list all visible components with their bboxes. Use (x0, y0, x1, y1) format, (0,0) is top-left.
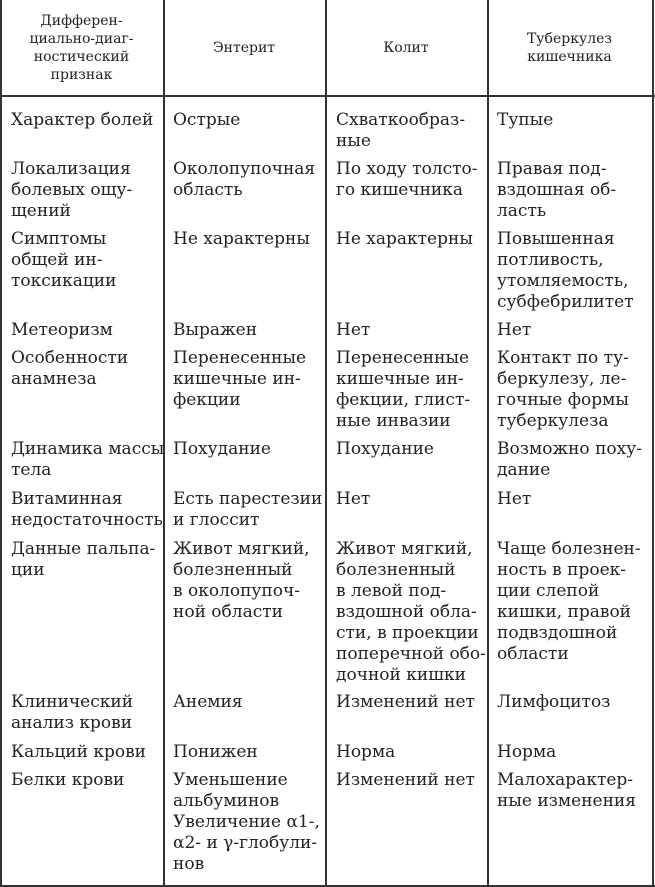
row-meteorism-tuberculosis: Нет (497, 320, 532, 340)
row-vitamin-deficiency-tuberculosis: Нет (497, 489, 532, 509)
row-blood-calcium-colitis: Норма (336, 742, 396, 762)
row-pain-character-colitis: Схваткообраз- ные (336, 110, 466, 151)
row-palpation-colitis: Живот мягкий, болезненный в левой под- вздошной обла- сти, в проекции поперечной обо- дочной кишки (336, 539, 486, 685)
row-palpation-feature: Данные пальпа- ции (11, 539, 156, 580)
row-blood-proteins-feature: Белки крови (11, 770, 125, 790)
row-meteorism-feature: Метеоризм (11, 320, 113, 340)
row-meteorism-enteritis: Выражен (173, 320, 258, 340)
row-pain-localization-colitis: По ходу толсто- го кишечника (336, 159, 478, 200)
table-border-bottom (0, 885, 655, 887)
row-vitamin-deficiency-colitis: Нет (336, 489, 371, 509)
header-colitis: Колит (383, 39, 429, 56)
row-blood-analysis-enteritis: Анемия (173, 692, 243, 712)
table-border-left (0, 0, 2, 887)
row-intoxication-feature: Симптомы общей ин- токсикации (11, 229, 117, 291)
row-weight-dynamics-tuberculosis: Возможно поху- дание (497, 439, 642, 480)
row-intoxication-tuberculosis: Повышенная потливость, утомляемость, субфебрилитет (497, 229, 634, 312)
row-pain-character-enteritis: Острые (173, 110, 241, 130)
row-anamnesis-colitis: Перенесенные кишечные ин- фекции, глист- ные инвазии (336, 348, 471, 431)
row-blood-proteins-tuberculosis: Малохарактер- ные изменения (497, 770, 636, 811)
row-blood-proteins-colitis: Изменений нет (336, 770, 475, 790)
row-blood-calcium-tuberculosis: Норма (497, 742, 557, 762)
row-pain-character-feature: Характер болей (11, 110, 154, 130)
row-weight-dynamics-enteritis: Похудание (173, 439, 271, 459)
row-blood-analysis-tuberculosis: Лимфоцитоз (497, 692, 611, 712)
row-anamnesis-feature: Особенности анамнеза (11, 348, 129, 389)
column-divider-2 (325, 0, 327, 887)
row-intoxication-colitis: Не характерны (336, 229, 473, 249)
header-diagnostic-feature: Дифферен- циально-диаг- ностический признак (29, 12, 134, 83)
row-intoxication-enteritis: Не характерны (173, 229, 310, 249)
header-intestinal-tuberculosis: Туберкулез кишечника (526, 30, 613, 65)
header-enteritis: Энтерит (212, 39, 276, 56)
row-blood-calcium-enteritis: Понижен (173, 742, 258, 762)
row-vitamin-deficiency-enteritis: Есть парестезии и глоссит (173, 489, 323, 530)
row-pain-character-tuberculosis: Тупые (497, 110, 554, 130)
row-blood-analysis-feature: Клинический анализ крови (11, 692, 134, 733)
column-divider-3 (487, 0, 489, 887)
row-pain-localization-feature: Локализация болевых ощу- щений (11, 159, 133, 221)
row-blood-proteins-enteritis: Уменьшение альбуминов Увеличение α1-, α2- и γ-глобули- нов (173, 770, 320, 874)
row-blood-calcium-feature: Кальций крови (11, 742, 146, 762)
header-divider (0, 95, 655, 97)
row-blood-analysis-colitis: Изменений нет (336, 692, 475, 712)
row-anamnesis-enteritis: Перенесенные кишечные ин- фекции (173, 348, 307, 410)
row-meteorism-colitis: Нет (336, 320, 371, 340)
row-palpation-enteritis: Живот мягкий, болезненный в околопупоч- ной области (173, 539, 310, 622)
row-vitamin-deficiency-feature: Витаминная недостаточность (11, 489, 163, 530)
table-border-right (652, 0, 654, 887)
row-weight-dynamics-colitis: Похудание (336, 439, 434, 459)
row-palpation-tuberculosis: Чаще болезнен- ность в проек- ции слепой кишки, правой подвздошной области (497, 539, 641, 664)
row-pain-localization-tuberculosis: Правая под- вздошная об- ласть (497, 159, 617, 221)
row-anamnesis-tuberculosis: Контакт по ту- беркулезу, ле- гочные формы туберкулеза (497, 348, 629, 431)
row-pain-localization-enteritis: Околопупочная область (173, 159, 316, 200)
row-weight-dynamics-feature: Динамика массы тела (11, 439, 165, 480)
